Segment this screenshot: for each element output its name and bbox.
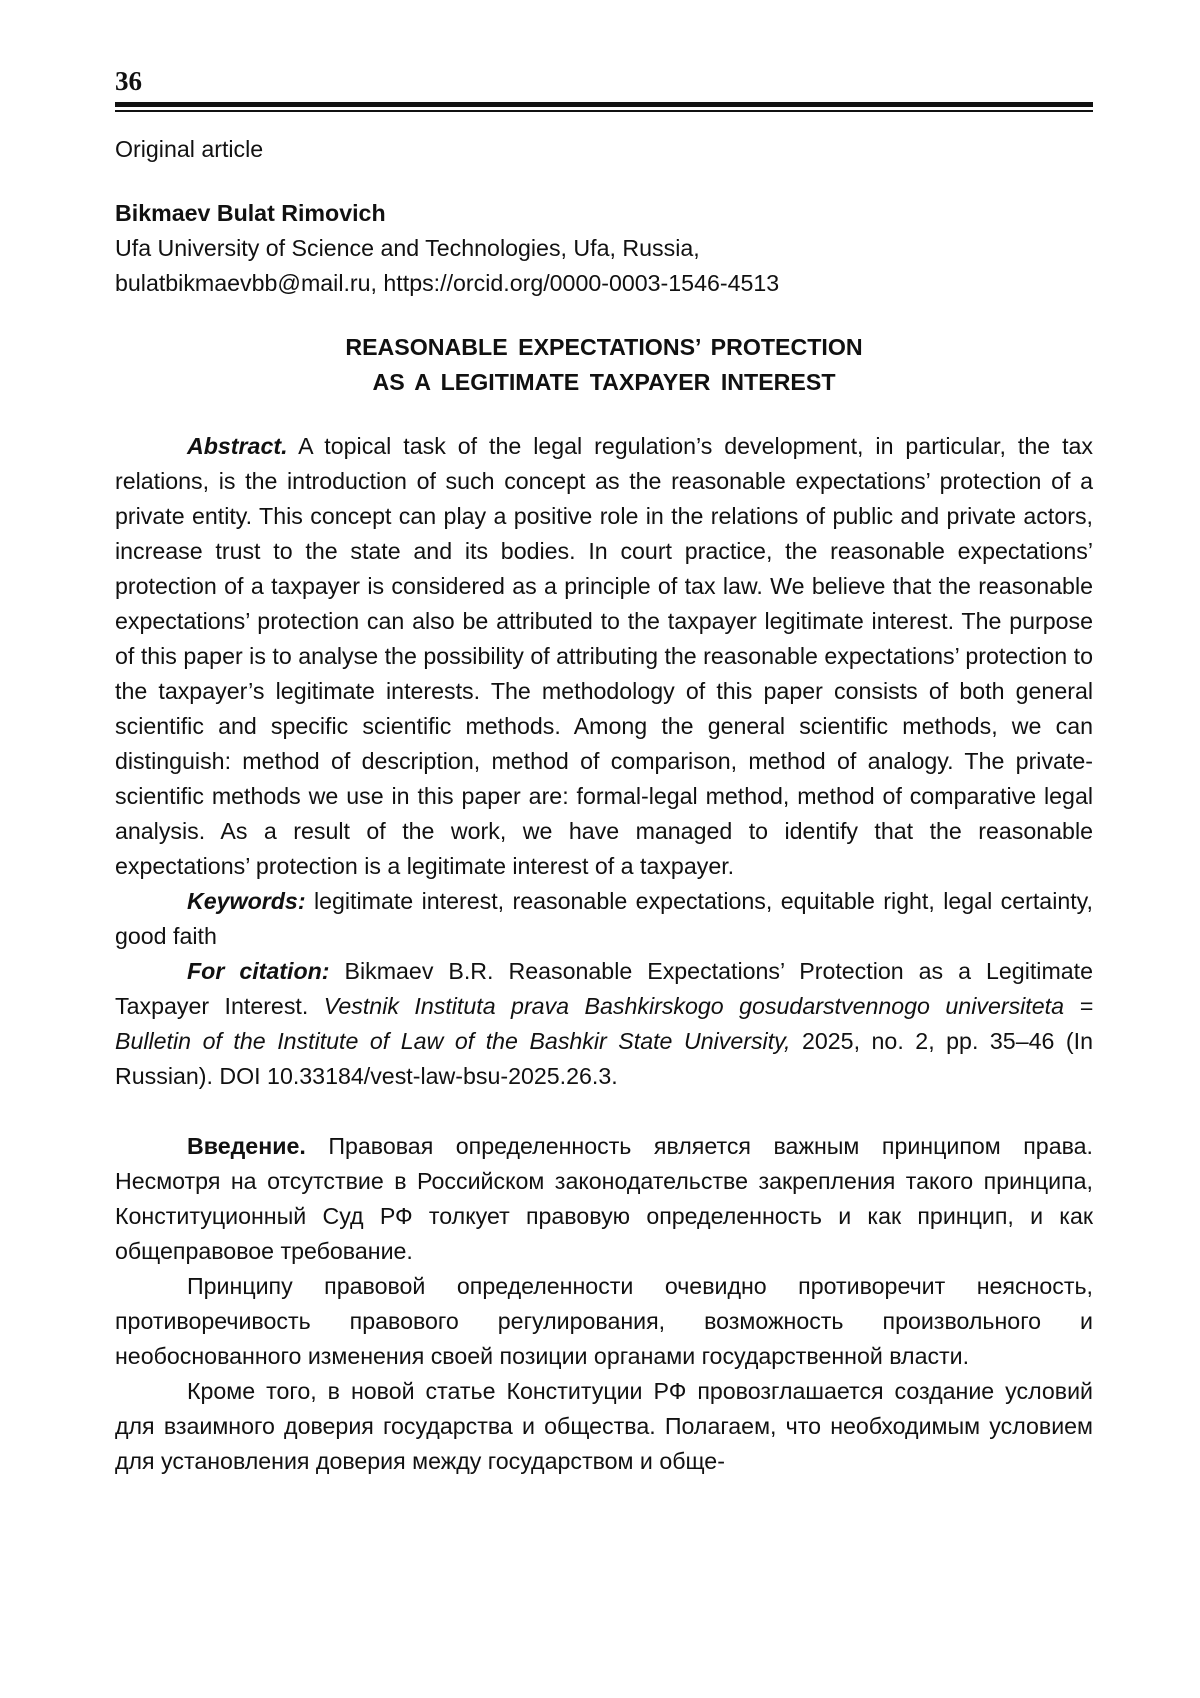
keywords-label: Keywords:: [187, 888, 306, 914]
body-paragraph-2: Принципу правовой определенности очевидно противоречит неясность, противоречивость правового регулирования, возможность произвольного и необоснованного изменения своей позиции органами государственной власти.: [115, 1273, 1093, 1369]
abstract-paragraph: [115, 429, 1093, 884]
intro-text: Правовая определенность является важным принципом права. Несмотря на отсутствие в Российском законодательстве закрепления такого принципа, Конституционный Суд РФ толкует правовую определенность и как принцип, и как общеправовое требование.: [115, 1133, 1093, 1264]
title-line-1: REASONABLE EXPECTATIONS’ PROTECTION: [345, 334, 863, 360]
page: [115, 66, 1093, 1479]
header-rule-thick: [115, 102, 1093, 107]
keywords-paragraph: [115, 884, 1093, 954]
title-line-2: AS A LEGITIMATE TAXPAYER INTEREST: [372, 369, 836, 395]
author-affiliation: Ufa University of Science and Technologies, Ufa, Russia,: [115, 235, 700, 261]
citation-paragraph: [115, 954, 1093, 1094]
body-section: [115, 1129, 1093, 1479]
citation-text-after: 2025, no. 2, pp. 35–46 (In Russian). DOI 10.33184/vest-law-bsu-2025.26.3.: [115, 1028, 1093, 1089]
page-number: 36: [115, 66, 142, 96]
intro-paragraph: [115, 1129, 1093, 1269]
header-rule-thin: [115, 110, 1093, 112]
citation-journal: Vestnik Instituta prava Bashkirskogo gosudarstvennogo universiteta = Bulletin of the Institute of Law of the Bashkir State University,: [115, 993, 1093, 1054]
abstract-section: [115, 429, 1093, 1094]
intro-label: Введение.: [187, 1133, 306, 1159]
abstract-label: Abstract.: [187, 433, 288, 459]
author-contact: bulatbikmaevbb@mail.ru, https://orcid.org/0000-0003-1546-4513: [115, 270, 780, 296]
citation-label: For citation:: [187, 958, 330, 984]
citation-text-before: Bikmaev B.R. Reasonable Expectations’ Protection as a Legitimate Taxpayer Interest.: [115, 958, 1093, 1019]
article-type: Original article: [115, 136, 264, 162]
author-name: Bikmaev Bulat Rimovich: [115, 200, 386, 226]
author-block: [115, 196, 1093, 301]
keywords-text: legitimate interest, reasonable expectations, equitable right, legal certainty, good faith: [115, 888, 1093, 949]
abstract-text: A topical task of the legal regulation’s development, in particular, the tax relations, is the introduction of such concept as the reasonable expectations’ protection of a private entity. This concept can play a positive role in the relations of public and private actors, increase trust to the state and its bodies. In court practice, the reasonable expectations’ protection of a taxpayer is considered as a principle of tax law. We believe that the reasonable expectations’ protection can also be attributed to the taxpayer legitimate interest. The purpose of this paper is to analyse the possibility of attributing the reasonable expectations’ protection to the taxpayer’s legitimate interests. The methodology of this paper consists of both general scientific and specific scientific methods. Among the general scientific methods, we can distinguish: method of description, method of comparison, method of analogy. The private-scientific methods we use in this paper are: formal-legal method, method of comparative legal analysis. As a result of the work, we have managed to identify that the reasonable expectations’ protection is a legitimate interest of a taxpayer.: [115, 433, 1093, 879]
article-title: [115, 330, 1093, 400]
body-paragraph-3: Кроме того, в новой статье Конституции РФ провозглашается создание условий для взаимного доверия государства и общества. Полагаем, что необходимым условием для установления доверия между государством и обще-: [115, 1378, 1093, 1474]
